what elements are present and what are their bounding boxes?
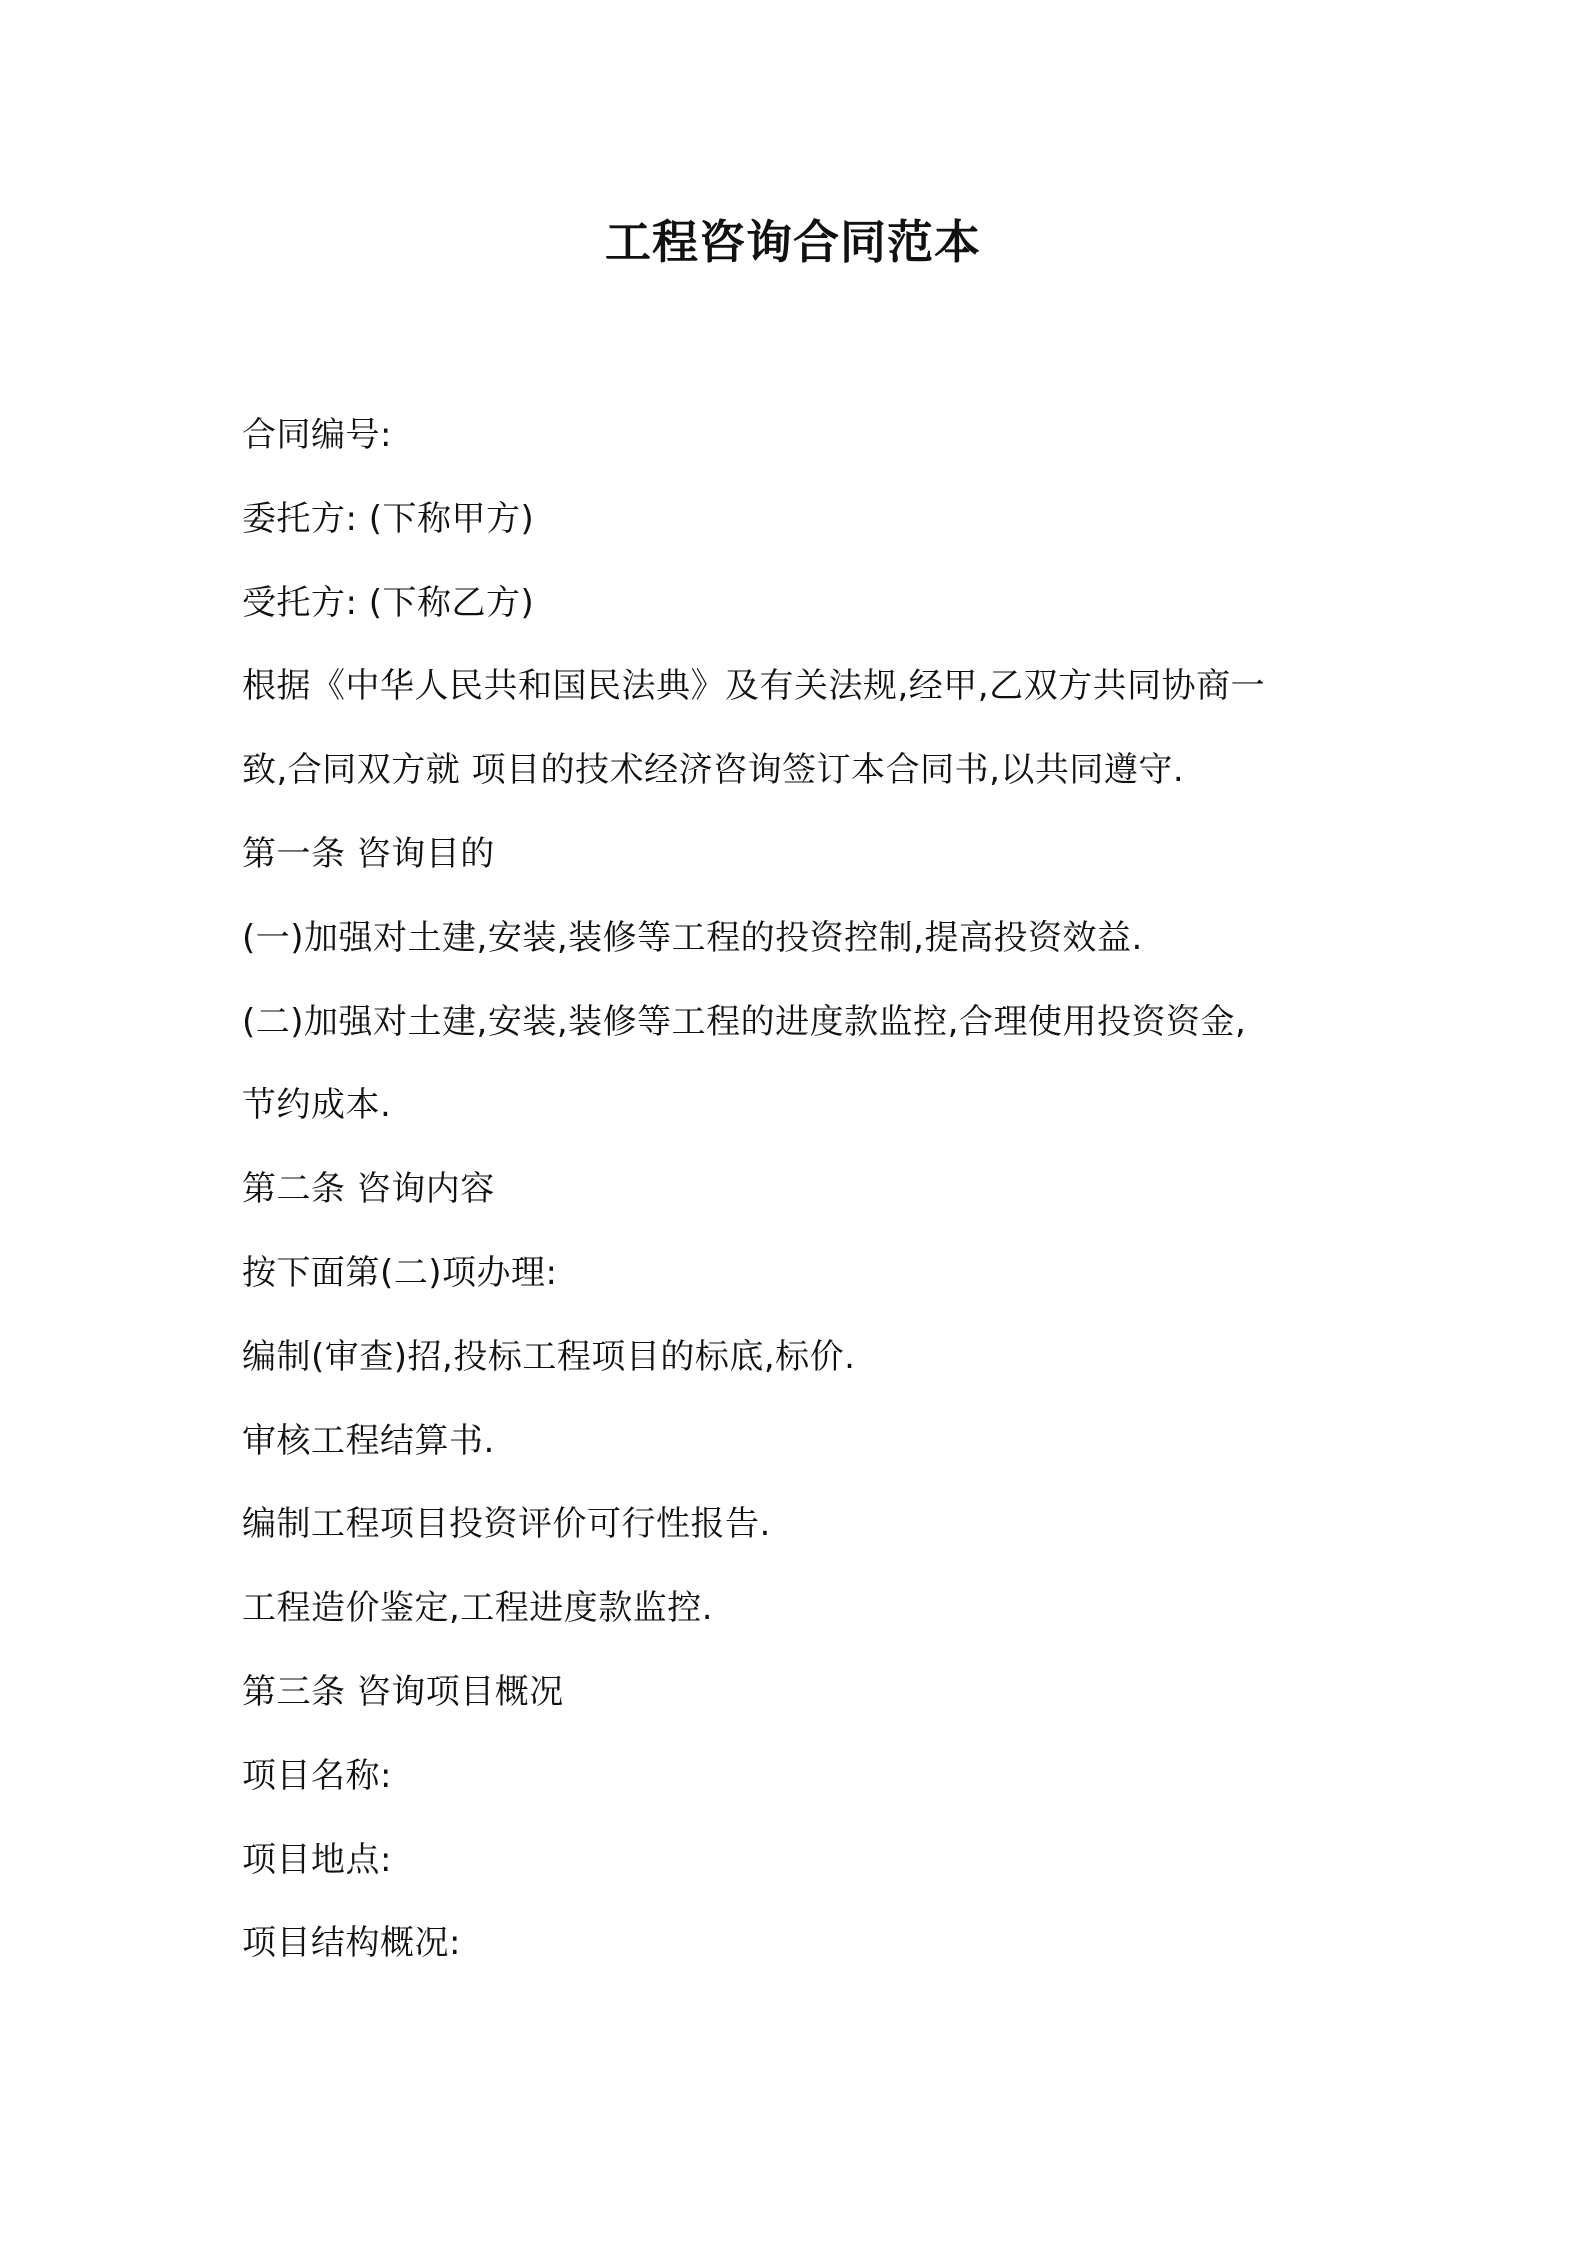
client-party-line: 委托方: (下称甲方) xyxy=(242,498,535,539)
preamble-line-2: 致,合同双方就 项目的技术经济咨询签订本合同书,以共同遵守. xyxy=(242,750,1185,791)
article-2-item-1: 编制(审查)招,投标工程项目的标底,标价. xyxy=(242,1336,856,1377)
article-1-heading: 第一条 咨询目的 xyxy=(242,833,495,874)
article-1-item-2-continued: 节约成本. xyxy=(242,1085,392,1126)
project-location-line: 项目地点: xyxy=(242,1839,392,1880)
consultant-party-line: 受托方: (下称乙方) xyxy=(242,582,535,623)
project-name-line: 项目名称: xyxy=(242,1755,392,1796)
article-2-item-3: 编制工程项目投资评价可行性报告. xyxy=(242,1504,771,1545)
article-3-heading: 第三条 咨询项目概况 xyxy=(242,1671,564,1712)
article-1-item-2: (二)加强对土建,安装,装修等工程的进度款监控,合理使用投资资金, xyxy=(242,1001,1247,1042)
preamble-line-1: 根据《中华人民共和国民法典》及有关法规,经甲,乙双方共同协商一 xyxy=(242,666,1266,707)
article-2-item-2: 审核工程结算书. xyxy=(242,1420,495,1461)
contract-number-line: 合同编号: xyxy=(242,415,392,455)
article-1-item-1: (一)加强对土建,安装,装修等工程的投资控制,提高投资效益. xyxy=(242,917,1143,958)
article-2-heading: 第二条 咨询内容 xyxy=(242,1169,495,1210)
project-structure-line: 项目结构概况: xyxy=(242,1923,461,1964)
document-title: 工程咨询合同范本 xyxy=(605,215,981,269)
article-2-item-4: 工程造价鉴定,工程进度款监控. xyxy=(242,1588,714,1629)
document-body xyxy=(242,405,1362,1997)
article-2-instruction: 按下面第(二)项办理: xyxy=(242,1252,558,1293)
